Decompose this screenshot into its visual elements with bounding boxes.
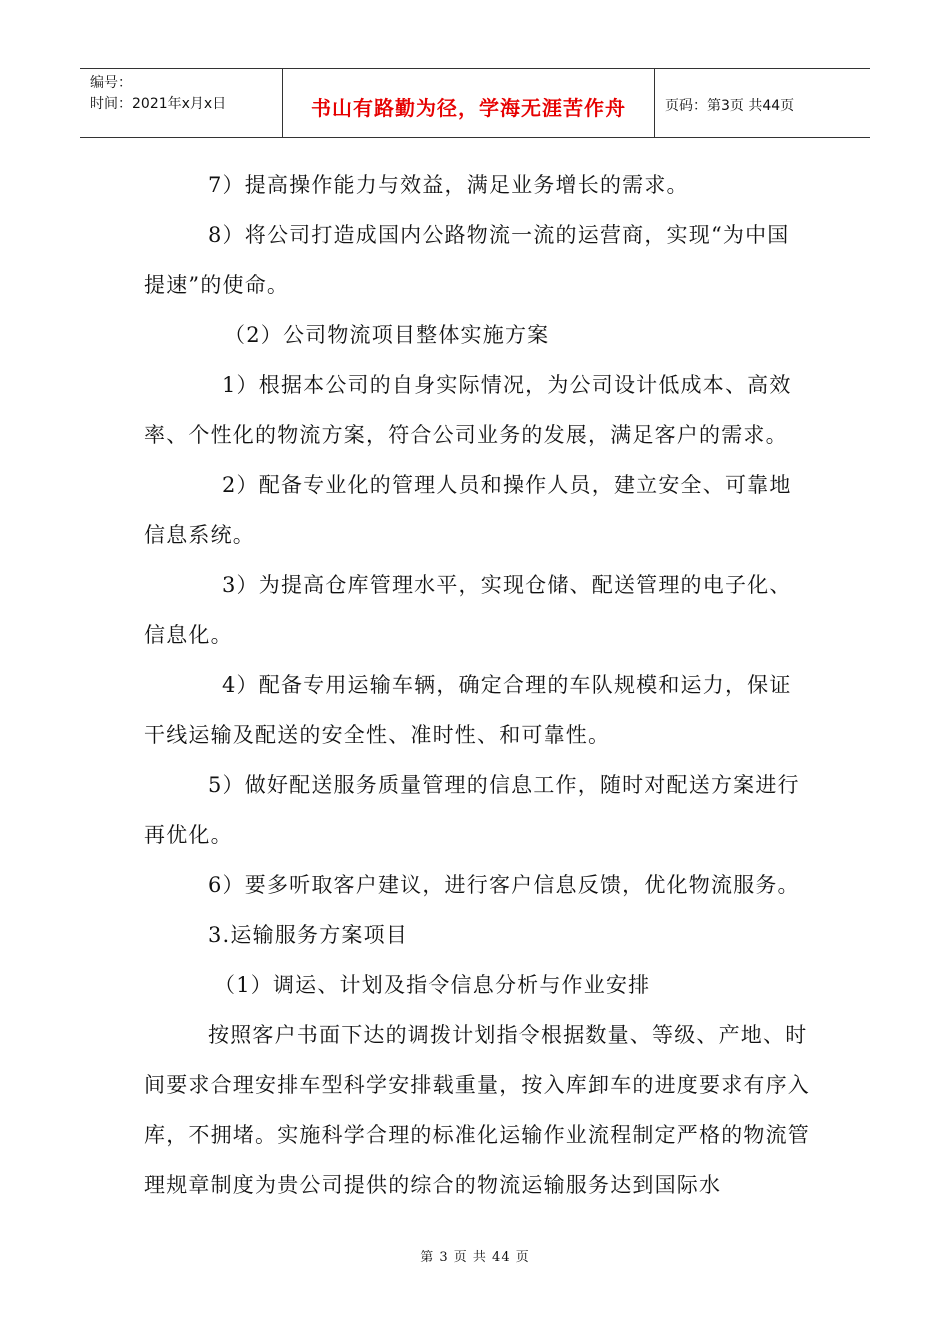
header-motto-cell: [283, 69, 655, 137]
header-page-info-cell: [655, 69, 870, 137]
paragraph: 按照客户书面下达的调拨计划指令根据数量、等级、产地、时间要求合理安排车型科学安排载重量，按入库卸车的进度要求有序入库，不拥堵。实施科学合理的标准化运输作业流程制定严格的物流管理规章制度为贵公司提供的综合的物流运输服务达到国际水: [144, 1023, 810, 1197]
paragraph: 3）为提高仓库管理水平，实现仓储、配送管理的电子化、信息化。: [144, 573, 792, 647]
section-heading: （2）公司物流项目整体实施方案: [224, 323, 550, 347]
header-page-info: 页码：第3页 共44页: [665, 98, 795, 114]
header-meta: [80, 69, 283, 137]
page-footer: 第 3 页 共 44 页: [420, 1250, 530, 1265]
subsection-heading: （1）调运、计划及指令信息分析与作业安排: [214, 973, 651, 997]
paragraph: 4）配备专用运输车辆，确定合理的车队规模和运力，保证干线运输及配送的安全性、准时性、和可靠性。: [144, 673, 792, 747]
document-number-label: 编号：: [90, 75, 132, 91]
page-header: [80, 68, 870, 138]
paragraph: 5）做好配送服务质量管理的信息工作，随时对配送方案进行再优化。: [144, 773, 800, 847]
document-body: [144, 160, 810, 1210]
paragraph: 2）配备专业化的管理人员和操作人员，建立安全、可靠地信息系统。: [144, 473, 792, 547]
paragraph: 6）要多听取客户建议，进行客户信息反馈，优化物流服务。: [208, 873, 800, 897]
paragraph: 7）提高操作能力与效益，满足业务增长的需求。: [208, 173, 689, 197]
header-motto: 书山有路勤为径，学海无涯苦作舟: [311, 95, 626, 120]
document-time-label: 时间：2021年x月x日: [90, 96, 227, 112]
paragraph: 8）将公司打造成国内公路物流一流的运营商，实现“为中国提速”的使命。: [144, 223, 790, 297]
section-heading: 3.运输服务方案项目: [208, 923, 409, 947]
paragraph: 1）根据本公司的自身实际情况，为公司设计低成本、高效率、个性化的物流方案，符合公司业务的发展，满足客户的需求。: [144, 373, 792, 447]
